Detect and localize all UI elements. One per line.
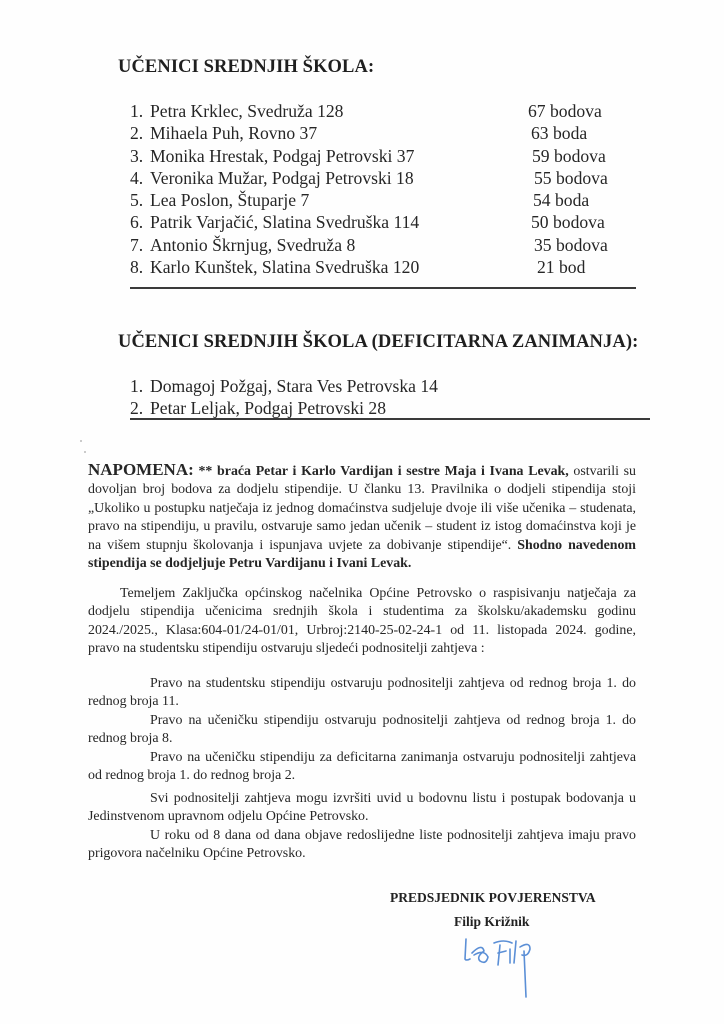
list-item [130,100,640,122]
list-item [130,145,640,167]
list-item [130,167,640,189]
item-number: 1. [130,101,144,121]
deficit-students-list [130,375,640,420]
section-heading-secondary-schools: UČENICI SREDNJIH ŠKOLA: [118,57,375,77]
item-number: 4. [130,167,144,188]
student-points: 54 boda [533,190,590,211]
student-points: 63 boda [531,123,588,144]
list-item [130,211,640,233]
student-name-address: Karlo Kunštek, Slatina Svedruška 120 [150,257,420,278]
item-number: 7. [130,234,144,255]
item-number: 2. [130,398,144,419]
right-student-text: Pravo na studentsku stipendiju ostvaruju podnositelji zahtjeva od rednog broja 1. do rednog broja 11. [88,676,636,710]
right-deficit-paragraph [88,749,636,786]
signatory-role: PREDSJEDNIK POVJERENSTVA [390,890,596,905]
inspection-paragraph [88,790,636,827]
list-underline [130,287,636,289]
student-points: 35 bodova [534,234,608,255]
list-underline [130,418,650,420]
right-pupil-paragraph [88,712,636,749]
basis-text: Temeljem Zaključka općinskog načelnika Općine Petrovsko o raspisivanju natječaja za dodjelu stipendija učenicima srednjih škola i studentima za školsku/akademsku godinu 2024./2025., Klasa:604-01/24-01/01, Urbroj:2140-25-02-24-1 od 11. listopada 2024. godine, pravo na studentsku stipendiju ostvaruju sljedeći podnositelji zahtjeva : [88,586,636,657]
student-points: 50 bodova [531,212,605,233]
student-name-address: Mihaela Puh, Rovno 37 [150,123,318,144]
student-points: 67 bodova [528,101,602,121]
student-points: 21 bod [537,257,586,278]
list-item [130,256,640,278]
item-number: 1. [130,376,144,396]
student-name-address: Monika Hrestak, Podgaj Petrovski 37 [150,145,415,166]
list-item [130,397,640,419]
list-item [130,375,640,397]
item-number: 2. [130,123,144,144]
item-number: 3. [130,145,144,166]
section-heading-deficit-occupations: UČENICI SREDNJIH ŠKOLA (DEFICITARNA ZANIMANJA): [118,332,639,352]
student-name-address: Petra Krklec, Svedruža 128 [150,101,344,121]
student-name-address: Lea Poslon, Štuparje 7 [150,190,310,211]
note-label: NAPOMENA: [88,460,194,479]
objection-paragraph [88,827,636,864]
list-item [130,189,640,211]
list-item [130,122,640,144]
student-points: 59 bodova [532,145,606,166]
note-paragraph [88,461,636,573]
student-name-address: Veronika Mužar, Podgaj Petrovski 18 [150,167,414,188]
student-name-address: Domagoj Požgaj, Stara Ves Petrovska 14 [150,376,438,396]
student-name-address: Petar Leljak, Podgaj Petrovski 28 [150,398,387,419]
item-number: 8. [130,257,144,278]
right-deficit-text: Pravo na učeničku stipendiju za deficitarna zanimanja ostvaruju podnositelji zahtjeva od rednog broja 1. do rednog broja 2. [88,750,636,784]
scan-speck [84,451,86,453]
secondary-students-list [130,100,640,278]
scan-speck [80,440,82,442]
student-name-address: Antonio Škrnjug, Svedruža 8 [150,234,356,255]
inspection-text: Svi podnositelji zahtjeva mogu izvršiti uvid u bodovnu listu i postupak bodovanja u Jedinstvenom upravnom odjelu Općine Petrovsko. [88,791,636,825]
item-number: 6. [130,212,144,233]
note-bold-intro: ** braća Petar i Karlo Vardijan i sestre Maja i Ivana Levak, [193,464,569,479]
note-body: ostvarili su dovoljan broj bodova za dodjelu stipendije. U članku 13. Pravilnika o dodjeli stipendija stoji „Ukoliko u postupku natječaja iz jednog domaćinstva sudjeluje dvoje ili više učenika – studenata, pravo na stipendiju, u pravilu, ostvaruje samo jedan učenik – student iz istog domaćinstva koji je na višem stupnju školovanja i ispunjava uvjete za dobivanje stipendije“. [88,464,636,553]
student-name-address: Patrik Varjačić, Slatina Svedruška 114 [150,212,420,233]
basis-paragraph [88,585,636,659]
note-conclusion: Shodno navedenom stipendija se dodjeljuje Petru Vardijanu i Ivani Levak. [88,537,636,572]
item-number: 5. [130,190,144,211]
right-student-paragraph [88,675,636,712]
handwritten-signature-icon [460,935,550,1005]
list-item [130,234,640,256]
objection-text: U roku od 8 dana od dana objave redoslijedne liste podnositelji zahtjeva imaju pravo prigovora načelniku Općine Petrovsko. [88,828,636,862]
signatory-name: Filip Križnik [454,914,530,929]
right-pupil-text: Pravo na učeničku stipendiju ostvaruju podnositelji zahtjeva od rednog broja 1. do rednog broja 8. [88,713,636,747]
student-points: 55 bodova [534,167,608,188]
